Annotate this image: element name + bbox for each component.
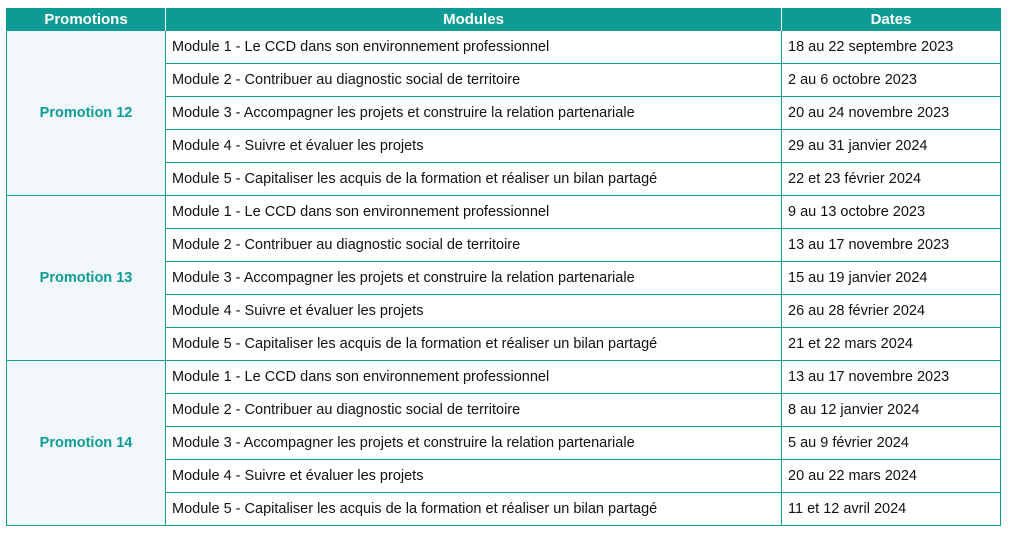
- module-cell: Module 1 - Le CCD dans son environnement professionnel: [166, 31, 782, 64]
- promotion-cell: Promotion 12: [7, 31, 166, 196]
- table-row: [7, 31, 1001, 64]
- date-cell: 11 et 12 avril 2024: [782, 493, 1001, 526]
- module-cell: Module 4 - Suivre et évaluer les projets: [166, 295, 782, 328]
- schedule-table-wrapper: [6, 8, 1000, 526]
- date-cell: 20 au 22 mars 2024: [782, 460, 1001, 493]
- date-cell: 26 au 28 février 2024: [782, 295, 1001, 328]
- date-cell: 2 au 6 octobre 2023: [782, 64, 1001, 97]
- header-row: [7, 8, 1001, 31]
- module-cell: Module 2 - Contribuer au diagnostic social de territoire: [166, 229, 782, 262]
- module-cell: Module 2 - Contribuer au diagnostic social de territoire: [166, 394, 782, 427]
- date-cell: 20 au 24 novembre 2023: [782, 97, 1001, 130]
- date-cell: 18 au 22 septembre 2023: [782, 31, 1001, 64]
- module-cell: Module 3 - Accompagner les projets et construire la relation partenariale: [166, 427, 782, 460]
- module-cell: Module 3 - Accompagner les projets et construire la relation partenariale: [166, 97, 782, 130]
- date-cell: 29 au 31 janvier 2024: [782, 130, 1001, 163]
- date-cell: 22 et 23 février 2024: [782, 163, 1001, 196]
- module-cell: Module 3 - Accompagner les projets et construire la relation partenariale: [166, 262, 782, 295]
- module-cell: Module 5 - Capitaliser les acquis de la formation et réaliser un bilan partagé: [166, 163, 782, 196]
- module-cell: Module 4 - Suivre et évaluer les projets: [166, 130, 782, 163]
- date-cell: 13 au 17 novembre 2023: [782, 361, 1001, 394]
- table-body: [7, 31, 1001, 526]
- date-cell: 13 au 17 novembre 2023: [782, 229, 1001, 262]
- promotion-cell: Promotion 14: [7, 361, 166, 526]
- table-row: [7, 196, 1001, 229]
- module-cell: Module 5 - Capitaliser les acquis de la formation et réaliser un bilan partagé: [166, 328, 782, 361]
- module-cell: Module 1 - Le CCD dans son environnement professionnel: [166, 196, 782, 229]
- date-cell: 15 au 19 janvier 2024: [782, 262, 1001, 295]
- promotion-cell: Promotion 13: [7, 196, 166, 361]
- date-cell: 8 au 12 janvier 2024: [782, 394, 1001, 427]
- header-dates: Dates: [782, 8, 1001, 31]
- header-promotions: Promotions: [7, 8, 166, 31]
- date-cell: 21 et 22 mars 2024: [782, 328, 1001, 361]
- module-cell: Module 5 - Capitaliser les acquis de la formation et réaliser un bilan partagé: [166, 493, 782, 526]
- module-cell: Module 4 - Suivre et évaluer les projets: [166, 460, 782, 493]
- date-cell: 5 au 9 février 2024: [782, 427, 1001, 460]
- module-cell: Module 1 - Le CCD dans son environnement professionnel: [166, 361, 782, 394]
- schedule-table: [6, 8, 1001, 526]
- header-modules: Modules: [166, 8, 782, 31]
- date-cell: 9 au 13 octobre 2023: [782, 196, 1001, 229]
- module-cell: Module 2 - Contribuer au diagnostic social de territoire: [166, 64, 782, 97]
- table-row: [7, 361, 1001, 394]
